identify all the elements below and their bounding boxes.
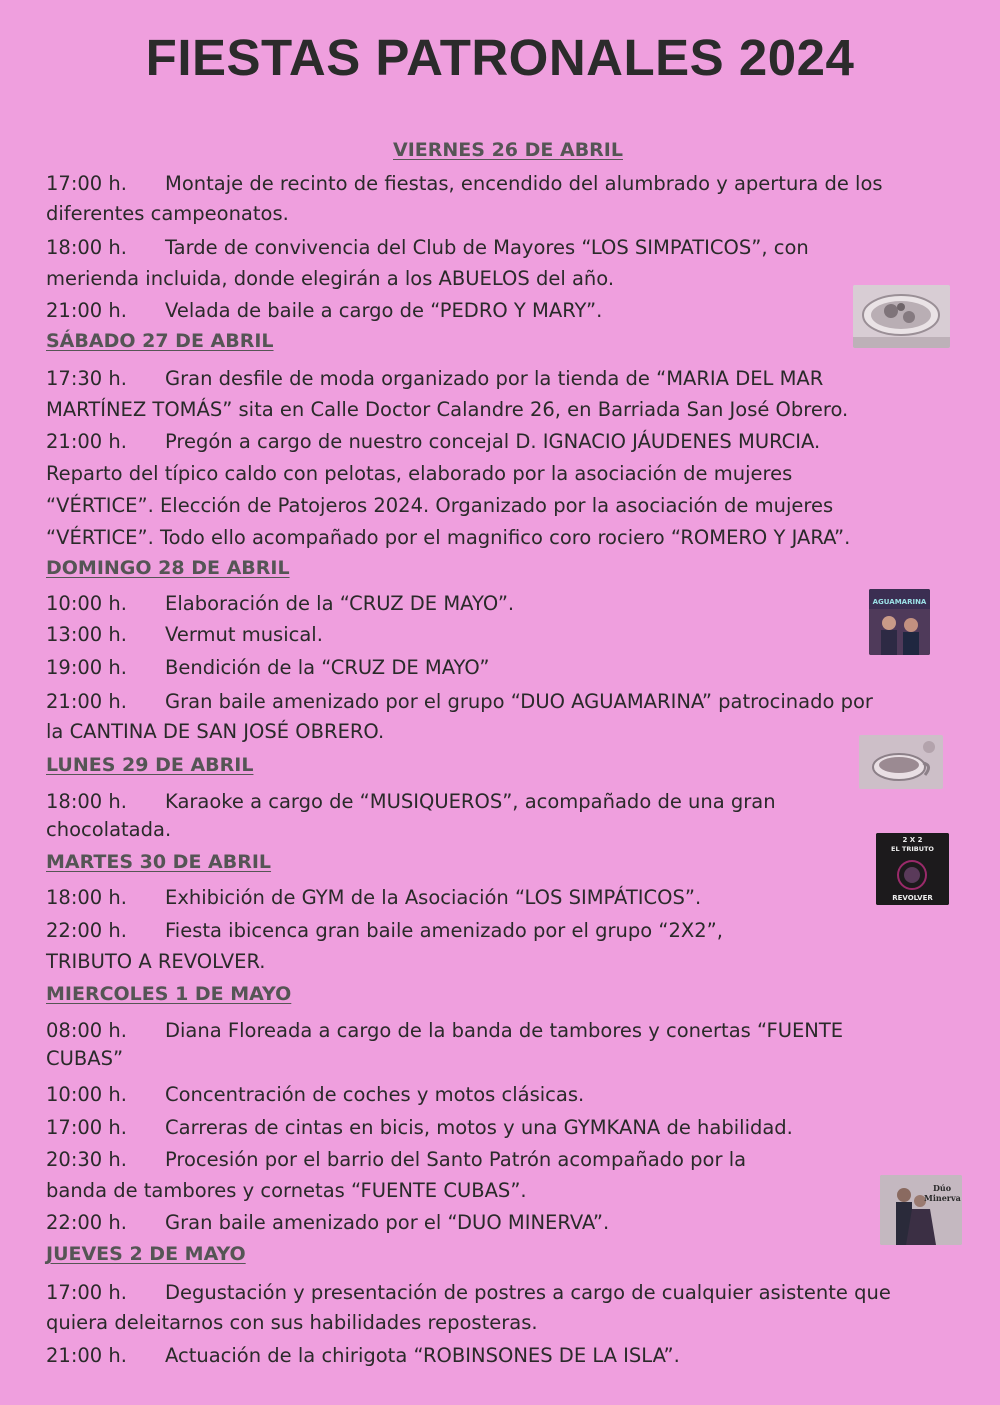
day-heading: MIERCOLES 1 DE MAYO bbox=[46, 983, 292, 1005]
schedule-line: la CANTINA DE SAN JOSÉ OBRERO. bbox=[46, 720, 385, 743]
duo-aguamarina-poster bbox=[869, 589, 930, 655]
schedule-line: 17:00 h. Carreras de cintas en bicis, motos y una GYMKANA de habilidad. bbox=[46, 1116, 793, 1139]
schedule-line: Reparto del típico caldo con pelotas, elaborado por la asociación de mujeres bbox=[46, 462, 793, 485]
tribute-label-2: EL TRIBUTO bbox=[891, 845, 934, 853]
schedule-line: 21:00 h. Gran baile amenizado por el grupo “DUO AGUAMARINA” patrocinado por bbox=[46, 690, 873, 713]
day-heading: SÁBADO 27 DE ABRIL bbox=[46, 330, 274, 352]
day-heading: DOMINGO 28 DE ABRIL bbox=[46, 557, 290, 579]
schedule-line: “VÉRTICE”. Todo ello acompañado por el magnifico coro rociero “ROMERO Y JARA”. bbox=[46, 526, 851, 549]
day-heading: LUNES 29 DE ABRIL bbox=[46, 754, 254, 776]
schedule-line: TRIBUTO A REVOLVER. bbox=[46, 950, 266, 973]
schedule-line: banda de tambores y cornetas “FUENTE CUBAS”. bbox=[46, 1179, 527, 1202]
chocolate-photo bbox=[859, 735, 943, 789]
schedule-line: 10:00 h. Elaboración de la “CRUZ DE MAYO”. bbox=[46, 592, 515, 615]
chocolate-cup-icon bbox=[859, 735, 943, 789]
tribute-label-1: 2 X 2 bbox=[902, 836, 923, 844]
aguamarina-label: AGUAMARINA bbox=[872, 598, 927, 606]
minerva-label-1: Dúo bbox=[932, 1183, 952, 1193]
schedule-line: 18:00 h. Tarde de convivencia del Club de Mayores “LOS SIMPATICOS”, con bbox=[46, 236, 809, 259]
schedule-line: 22:00 h. Fiesta ibicenca gran baile amenizado por el grupo “2X2”, bbox=[46, 919, 723, 942]
page-title: FIESTAS PATRONALES 2024 bbox=[145, 29, 855, 86]
minerva-label-2: Minerva bbox=[924, 1193, 961, 1203]
tribute-label-3: REVOLVER bbox=[892, 894, 933, 902]
schedule-line: 18:00 h. Exhibición de GYM de la Asociación “LOS SIMPÁTICOS”. bbox=[46, 886, 702, 909]
schedule-line: 21:00 h. Velada de baile a cargo de “PEDRO Y MARY”. bbox=[46, 299, 603, 322]
schedule-line: “VÉRTICE”. Elección de Patojeros 2024. Organizado por la asociación de mujeres bbox=[46, 494, 834, 517]
day-heading: VIERNES 26 DE ABRIL bbox=[393, 139, 623, 161]
schedule-line: MARTÍNEZ TOMÁS” sita en Calle Doctor Calandre 26, en Barriada San José Obrero. bbox=[46, 398, 849, 421]
soup-photo bbox=[853, 285, 950, 348]
day-heading: JUEVES 2 DE MAYO bbox=[46, 1243, 246, 1265]
schedule-line: 10:00 h. Concentración de coches y motos clásicas. bbox=[46, 1083, 585, 1106]
soup-bowl-icon bbox=[853, 285, 950, 348]
schedule-line: 17:30 h. Gran desfile de moda organizado por la tienda de “MARIA DEL MAR bbox=[46, 367, 824, 390]
schedule-line: 18:00 h. Karaoke a cargo de “MUSIQUEROS”, acompañado de una gran bbox=[46, 790, 776, 813]
schedule-line: 17:00 h. Degustación y presentación de postres a cargo de cualquier asistente que bbox=[46, 1281, 891, 1304]
schedule-line: 20:30 h. Procesión por el barrio del Santo Patrón acompañado por la bbox=[46, 1148, 747, 1171]
schedule-line: 21:00 h. Pregón a cargo de nuestro concejal D. IGNACIO JÁUDENES MURCIA. bbox=[46, 430, 821, 453]
schedule-line: 19:00 h. Bendición de la “CRUZ DE MAYO” bbox=[46, 656, 490, 679]
schedule-line: 21:00 h. Actuación de la chirigota “ROBINSONES DE LA ISLA”. bbox=[46, 1344, 680, 1367]
schedule-line: 08:00 h. Diana Floreada a cargo de la banda de tambores y conertas “FUENTE bbox=[46, 1019, 844, 1042]
schedule-line: chocolatada. bbox=[46, 818, 172, 841]
schedule-line: 13:00 h. Vermut musical. bbox=[46, 623, 323, 646]
schedule-line: 22:00 h. Gran baile amenizado por el “DUO MINERVA”. bbox=[46, 1211, 610, 1234]
schedule-line: quiera deleitarnos con sus habilidades reposteras. bbox=[46, 1311, 538, 1334]
schedule-line: 17:00 h. Montaje de recinto de fiestas, encendido del alumbrado y apertura de los bbox=[46, 172, 883, 195]
schedule-line: diferentes campeonatos. bbox=[46, 202, 289, 225]
day-heading: MARTES 30 DE ABRIL bbox=[46, 851, 272, 873]
schedule-line: merienda incluida, donde elegirán a los ABUELOS del año. bbox=[46, 267, 615, 290]
schedule-line: CUBAS” bbox=[46, 1047, 124, 1070]
revolver-tribute-poster bbox=[876, 833, 949, 905]
duo-minerva-photo bbox=[880, 1175, 962, 1245]
